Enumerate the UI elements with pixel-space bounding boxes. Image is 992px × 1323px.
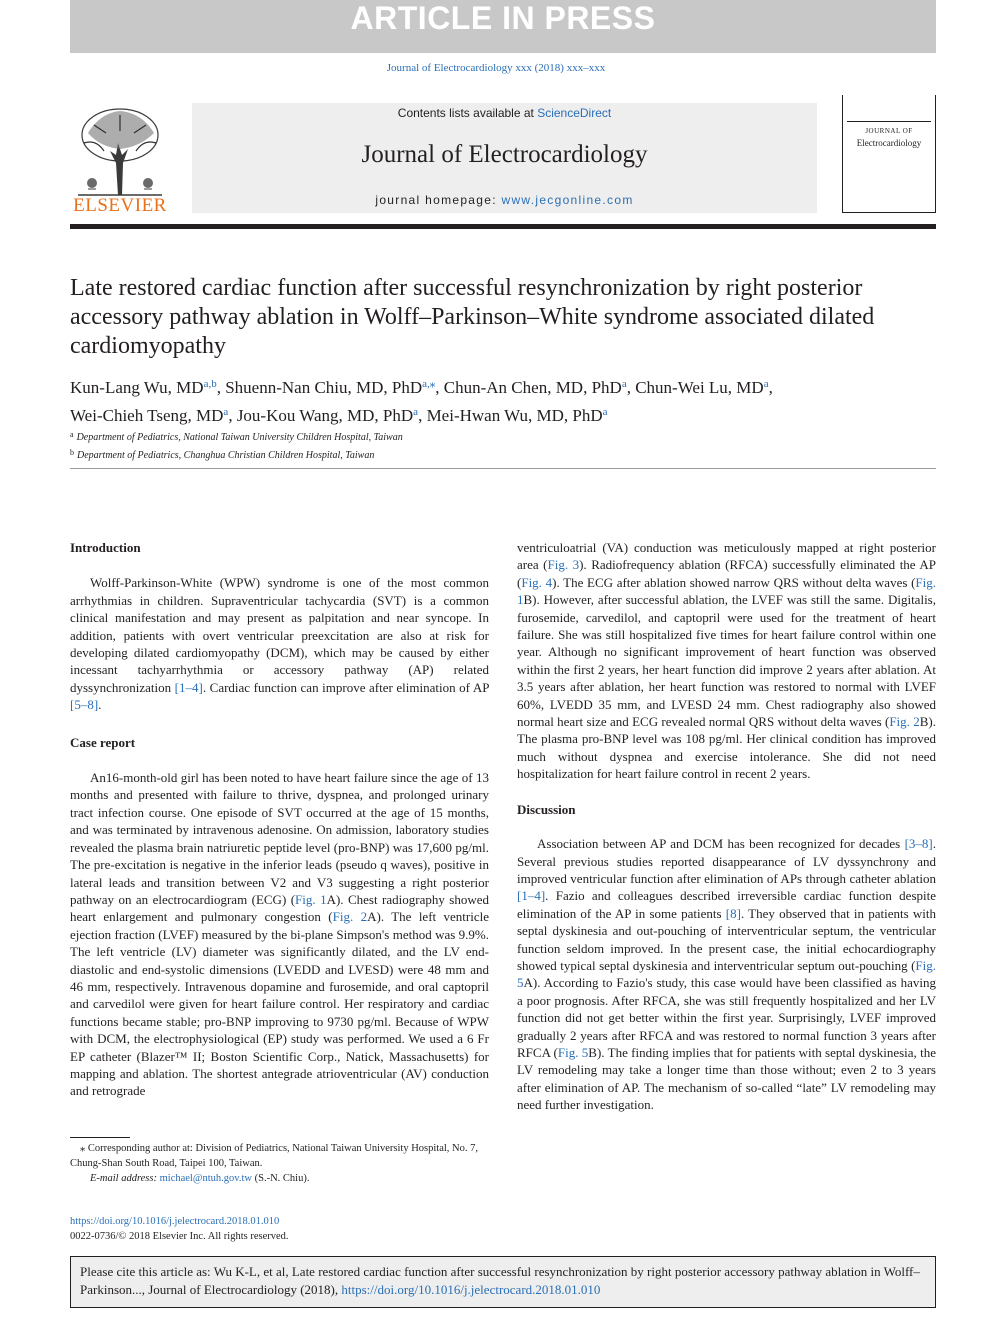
- citation-link[interactable]: [3–8]: [904, 836, 933, 852]
- sciencedirect-link[interactable]: ScienceDirect: [537, 106, 612, 120]
- masthead-divider: [70, 224, 936, 229]
- article-title: Late restored cardiac function after successful resynchronization by right posterior accessory pathway ablation in Wolff–Parkinson–White syndrome associated dilated cardiomyopathy: [70, 275, 875, 359]
- author: Chun-Wei Lu, $MD^a$,: [635, 378, 773, 397]
- left-column: [70, 539, 489, 1100]
- figure-link[interactable]: Fig. 1: [295, 891, 327, 907]
- affiliation-divider: [70, 468, 936, 469]
- author: Chun-An Chen, MD, PhD$^a$,: [443, 378, 636, 397]
- citation-link[interactable]: [1–4]: [174, 679, 203, 695]
- section-heading-case-report: Case report: [70, 734, 136, 750]
- citation-link[interactable]: [5–8]: [70, 697, 99, 713]
- journal-title: Journal of Electrocardiology: [361, 141, 648, 168]
- discussion-paragraph: Association between AP and DCM has been recognized for decades [3–8]. Several previous studies reported disappearance of LV dyssynchrony and improved ventricular function after elimination of APs through catheter ablation [1–4]. Fazio and colleagues described irreversible cardiac function despite elimination of the AP in some patients [8]. They observed that in patients with septal dyskinesia and out-pouching of interventricular septum, the ventricular function seldom improved. In the present case, the initial echocardiography showed typical septal dyskinesia and interventricular septum out-pouching (Fig. 5A). According to Fazio's study, this case would have been classified as having a poor prognosis. After RFCA, she was still frequently hospitalized and her LV function did not get better within the first year. Surprisingly, LVEF improved gradually 2 years after RFCA and was restored to normal function 3 years after RFCA (Fig. 5B). The finding implies that for patients with septal dyskinesia, the LV remodeling may take a longer time than those without; even 2 to 3 years after elimination of AP. The mechanism of so-called “late” LV remodeling may need further investigation.: [517, 836, 936, 1113]
- citation-box: Please cite this article as: Wu K-L, et al, Late restored cardiac function after successful resynchronization by right posterior accessory pathway ablation in Wolff–Parkinson..., Journal of Electrocardiology (2018), https://doi.org/10.1016/j.jelectrocard.2018.01.010: [70, 1256, 936, 1308]
- author-affil-link[interactable]: a,⁎: [422, 378, 436, 390]
- author: Mei-Hwan Wu, MD, PhD$^a$: [426, 406, 608, 425]
- affiliations: [70, 427, 936, 463]
- copyright-line: 0022-0736/© 2018 Elsevier Inc. All rights reserved.: [70, 1231, 289, 1242]
- cover-line-1: JOURNAL OF: [865, 127, 913, 135]
- journal-homepage: journal homepage: www.jecgonline.com: [375, 193, 634, 207]
- journal-cover-thumbnail: [842, 95, 936, 213]
- figure-link[interactable]: Fig. 2: [332, 909, 368, 925]
- cover-line-2: Electrocardiology: [856, 138, 922, 148]
- figure-link[interactable]: Fig. 5: [557, 1044, 589, 1060]
- publisher-name: ELSEVIER: [73, 195, 167, 216]
- footnotes: [70, 1141, 489, 1186]
- figure-link[interactable]: Fig. 4: [521, 574, 553, 590]
- corresponding-author-note: ⁎ Corresponding author at: Division of Pediatrics, National Taiwan University Hospital, No. 7, Chung-Shan South Road, Taipei 100, Taiwan.: [70, 1143, 479, 1169]
- author-list: [70, 372, 936, 428]
- email-note: E-mail address: michael@ntuh.gov.tw (S.-N. Chiu).: [90, 1173, 310, 1184]
- introduction-paragraph: Wolff-Parkinson-White (WPW) syndrome is one of the most common arrhythmias in children. Supraventricular tachycardia (SVT) is a common clinical manifestation and may present as palpitation and near syncope. In addition, patients with overt ventricular preexcitation are also at risk for developing dilated cardiomyopathy (DCM), which may be caused by either incessant tachyarrhythmia or accessory pathway (AP) related dyssynchronization [1–4]. Cardiac function can improve after elimination of AP [5–8].: [70, 575, 489, 713]
- journal-homepage-link[interactable]: www.jecgonline.com: [501, 193, 634, 207]
- section-heading-introduction: Introduction: [70, 540, 141, 555]
- figure-link[interactable]: Fig. 3: [547, 557, 580, 573]
- contents-availability: Contents lists available at ScienceDirect: [397, 106, 612, 120]
- author: Shuenn-Nan Chiu, MD, PhD$^{a,⁎}$,: [225, 378, 444, 397]
- author: Kun-Lang Wu, MD$^{a,b}$,: [70, 378, 226, 397]
- author-affil-link[interactable]: a,b: [203, 378, 217, 390]
- figure-link[interactable]: Fig. 2: [889, 714, 920, 730]
- citation-link[interactable]: [1–4]: [517, 888, 546, 904]
- affiliation-item: $^a$ Department of Pediatrics, National Taiwan University Children Hospital, Taiwan: [70, 430, 403, 443]
- masthead-center-panel: [192, 103, 817, 213]
- citation-link[interactable]: [8]: [725, 905, 741, 921]
- footnote-divider: [70, 1137, 130, 1138]
- email-link[interactable]: michael@ntuh.gov.tw: [159, 1173, 252, 1184]
- section-heading-discussion: Discussion: [517, 801, 576, 817]
- doi-block: [70, 1214, 489, 1244]
- citation-doi-link[interactable]: https://doi.org/10.1016/j.jelectrocard.2018.01.010: [341, 1281, 601, 1297]
- journal-masthead: [70, 95, 936, 215]
- author-affil-link[interactable]: a: [621, 378, 627, 390]
- case-report-paragraph: An16-month-old girl has been noted to have heart failure since the age of 13 months and presented with failure to thrive, dyspnea, and prolonged urinary tract infection course. One episode of SVT occurred at the age of 15 months, and was terminated by intravenous adenosine. On admission, laboratory studies revealed the plasma brain natriuretic peptide level (pro-BNP) was 17,600 pg/ml. The pre-excitation is negative in the inferior leads (pseudo q waves), positive in lateral leads and transition between V2 and V3 suggesting a right posterior pathway on an electrocardiogram (ECG) (Fig. 1A). Chest radiography showed heart enlargement and pulmonary congestion (Fig. 2A). The left ventricle ejection fraction (LVEF) measured by the bi-plane Simpson's method was 9.9%. The left ventricle (LV) diameter was significantly dilated, and the LV end-diastolic and end-systolic dimensions (LVEDD and LVESD) were 48 mm and 46 mm, respectively. Intravenous dopamine and furosemide, and oral captopril and carvedilol were given for heart failure control. Her respiratory and cardiac functions became stable; pro-BNP improving to 9730 pg/ml. Because of WPW with DCM, the electrophysiological (EP) study was performed. We used a 6 Fr EP catheter (Blazer™ II; Boston Scientific Corp., Natick, Massachusetts) for mapping and ablation. The shortest antegrade atrioventricular (AV) conduction and retrograde: [70, 770, 490, 1099]
- author: Wei-Chieh Tseng, $MD^a$,: [70, 406, 237, 425]
- doi-link[interactable]: https://doi.org/10.1016/j.jelectrocard.2018.01.010: [70, 1216, 280, 1227]
- author-affil-link[interactable]: a: [223, 406, 229, 418]
- article-in-press-banner: ARTICLE IN PRESS: [70, 0, 936, 53]
- case-report-continued: ventriculoatrial (VA) conduction was meticulously mapped at right posterior area (Fig. 3). Radiofrequency ablation (RFCA) successfully eliminated the AP (Fig. 4). The ECG after ablation showed narrow QRS without delta waves (Fig. 1B). However, after successful ablation, the LVEF was still the same. Digitalis, furosemide, carvedilol, and captopril were used for the treatment of heart failure. She was still hospitalized five times for heart failure control within one year. Although no significant improvement of heart function was observed within the first 2 years, her heart function did improve 2 years after ablation. At 3.5 years after ablation, her heart function was restored to normal with LVEF 60%, LVEDD 35 mm, and LVESD 24 mm. Chest radiography also showed normal heart size and ECG revealed normal QRS without delta waves (Fig. 2B). The plasma pro-BNP level was 108 pg/ml. Her clinical condition has improved much without dyspnea and exercise intolerance. She did not need hospitalization for heart failure control in recent 2 years.: [517, 540, 937, 782]
- figure-link[interactable]: Fig. 5: [517, 957, 936, 991]
- author-affil-link[interactable]: a: [763, 378, 769, 390]
- author-affil-link[interactable]: a: [413, 406, 419, 418]
- affiliation-item: $^b$ Department of Pediatrics, Changhua Christian Children Hospital, Taiwan: [70, 448, 375, 461]
- right-column: [517, 539, 936, 1114]
- figure-link[interactable]: Fig. 1: [517, 574, 937, 608]
- journal-reference-link[interactable]: Journal of Electrocardiology xxx (2018) xxx–xxx: [386, 62, 606, 74]
- author-affil-link[interactable]: a: [602, 406, 608, 418]
- author: Jou-Kou Wang, MD, PhD$^a$,: [236, 406, 427, 425]
